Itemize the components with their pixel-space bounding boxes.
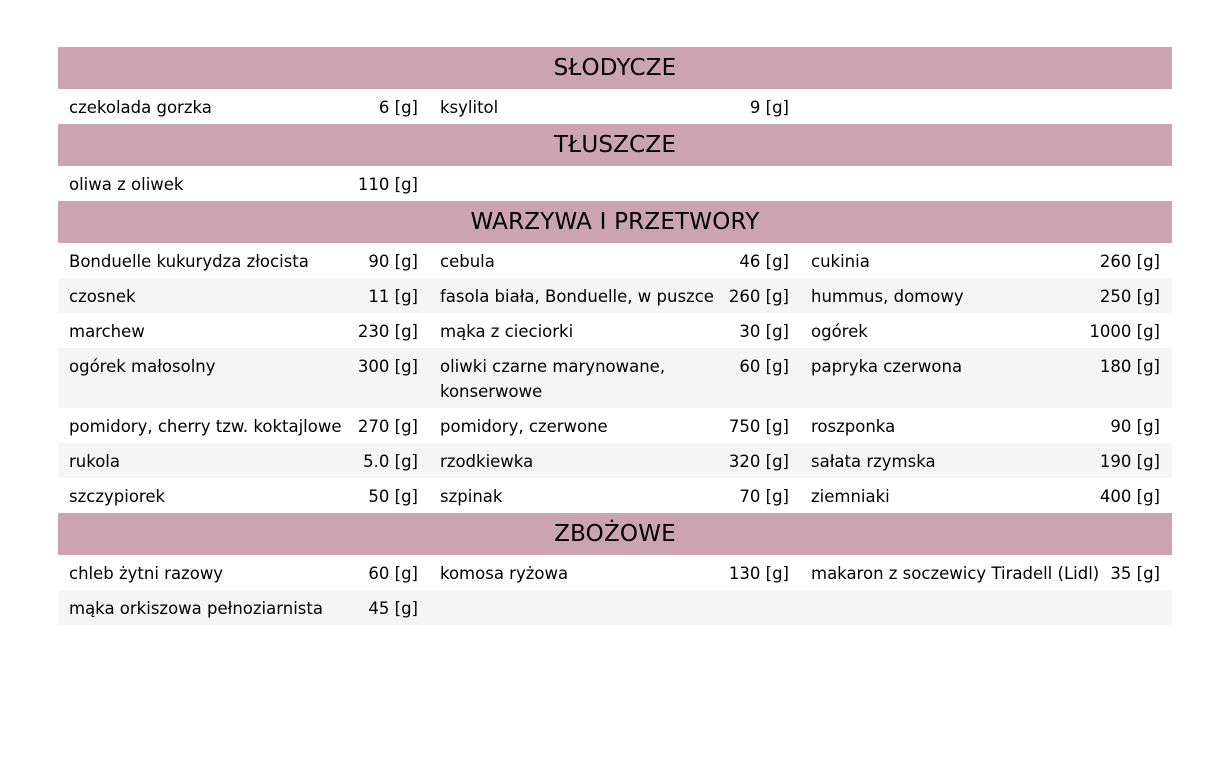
shopping-list: [58, 47, 1172, 625]
item-row: [58, 408, 1172, 443]
category-header: ZBOŻOWE: [58, 513, 1172, 555]
item-quantity: 45 [g]: [368, 599, 418, 618]
list-item: [58, 89, 429, 124]
list-item: [58, 278, 429, 313]
list-item: [800, 348, 1171, 408]
list-item: [58, 590, 429, 625]
item-quantity: 250 [g]: [1099, 287, 1160, 306]
item-name: ziemniaki: [811, 487, 890, 506]
item-quantity: 30 [g]: [739, 322, 789, 341]
list-item: [429, 408, 800, 443]
item-row: [58, 243, 1172, 278]
item-name: oliwki czarne marynowane, konserwowe: [440, 357, 666, 401]
item-name: fasola biała, Bonduelle, w puszce: [440, 287, 714, 306]
item-quantity: 35 [g]: [1110, 564, 1160, 583]
list-item: [429, 555, 800, 590]
item-quantity: 230 [g]: [357, 322, 418, 341]
item-row: [58, 478, 1172, 513]
list-item: [58, 443, 429, 478]
list-item: [800, 313, 1171, 348]
item-quantity: 320 [g]: [728, 452, 789, 471]
list-item: [429, 478, 800, 513]
list-item: [800, 278, 1171, 313]
item-name: szpinak: [440, 487, 503, 506]
item-row: [58, 278, 1172, 313]
item-name: oliwa z oliwek: [69, 175, 184, 194]
item-row: [58, 590, 1172, 625]
item-row: [58, 348, 1172, 408]
category-header: SŁODYCZE: [58, 47, 1172, 89]
list-item: [800, 443, 1171, 478]
list-item: [429, 348, 800, 408]
item-name: ksylitol: [440, 98, 499, 117]
item-quantity: 260 [g]: [1099, 252, 1160, 271]
item-name: sałata rzymska: [811, 452, 936, 471]
list-item: [800, 243, 1171, 278]
item-name: cukinia: [811, 252, 870, 271]
item-row: [58, 443, 1172, 478]
item-row: [58, 166, 1172, 201]
list-item: [58, 555, 429, 590]
item-quantity: 90 [g]: [1110, 417, 1160, 436]
list-item: [800, 408, 1171, 443]
list-item: [58, 243, 429, 278]
item-row: [58, 313, 1172, 348]
item-name: marchew: [69, 322, 145, 341]
list-item: [429, 313, 800, 348]
item-quantity: 11 [g]: [368, 287, 418, 306]
item-quantity: 260 [g]: [728, 287, 789, 306]
list-item: [58, 408, 429, 443]
item-quantity: 46 [g]: [739, 252, 789, 271]
category-header: WARZYWA I PRZETWORY: [58, 201, 1172, 243]
item-name: papryka czerwona: [811, 357, 963, 376]
list-item: [429, 443, 800, 478]
item-name: ogórek małosolny: [69, 357, 216, 376]
item-name: roszponka: [811, 417, 896, 436]
category-header: TŁUSZCZE: [58, 124, 1172, 166]
item-quantity: 190 [g]: [1099, 452, 1160, 471]
category-section: [58, 124, 1172, 201]
item-name: mąka z cieciorki: [440, 322, 574, 341]
list-item: [800, 478, 1171, 513]
list-item: [429, 278, 800, 313]
item-name: ogórek: [811, 322, 868, 341]
item-row: [58, 555, 1172, 590]
item-name: komosa ryżowa: [440, 564, 569, 583]
item-quantity: 70 [g]: [739, 487, 789, 506]
item-quantity: 270 [g]: [357, 417, 418, 436]
list-item: [800, 555, 1171, 590]
item-quantity: 400 [g]: [1099, 487, 1160, 506]
item-quantity: 9 [g]: [749, 98, 789, 117]
list-item: [58, 478, 429, 513]
category-section: [58, 201, 1172, 513]
item-quantity: 6 [g]: [378, 98, 418, 117]
item-name: czekolada gorzka: [69, 98, 212, 117]
item-name: Bonduelle kukurydza złocista: [69, 252, 309, 271]
list-item: [429, 243, 800, 278]
item-name: pomidory, czerwone: [440, 417, 608, 436]
item-quantity: 60 [g]: [739, 357, 789, 376]
list-item: [429, 89, 800, 124]
item-quantity: 90 [g]: [368, 252, 418, 271]
item-name: czosnek: [69, 287, 136, 306]
list-item: [58, 313, 429, 348]
item-quantity: 110 [g]: [357, 175, 418, 194]
category-section: [58, 47, 1172, 124]
item-row: [58, 89, 1172, 124]
item-quantity: 1000 [g]: [1089, 322, 1160, 341]
item-name: chleb żytni razowy: [69, 564, 224, 583]
item-name: szczypiorek: [69, 487, 166, 506]
item-quantity: 50 [g]: [368, 487, 418, 506]
item-name: cebula: [440, 252, 495, 271]
item-quantity: 300 [g]: [357, 357, 418, 376]
item-name: rzodkiewka: [440, 452, 534, 471]
item-name: pomidory, cherry tzw. koktajlowe: [69, 417, 342, 436]
category-section: [58, 513, 1172, 625]
item-name: mąka orkiszowa pełnoziarnista: [69, 599, 323, 618]
item-quantity: 130 [g]: [728, 564, 789, 583]
item-quantity: 60 [g]: [368, 564, 418, 583]
list-item: [58, 348, 429, 408]
item-name: rukola: [69, 452, 120, 471]
item-name: hummus, domowy: [811, 287, 964, 306]
item-quantity: 180 [g]: [1099, 357, 1160, 376]
item-quantity: 5.0 [g]: [363, 452, 418, 471]
item-quantity: 750 [g]: [728, 417, 789, 436]
item-name: makaron z soczewicy Tiradell (Lidl): [811, 564, 1100, 583]
list-item: [58, 166, 429, 201]
